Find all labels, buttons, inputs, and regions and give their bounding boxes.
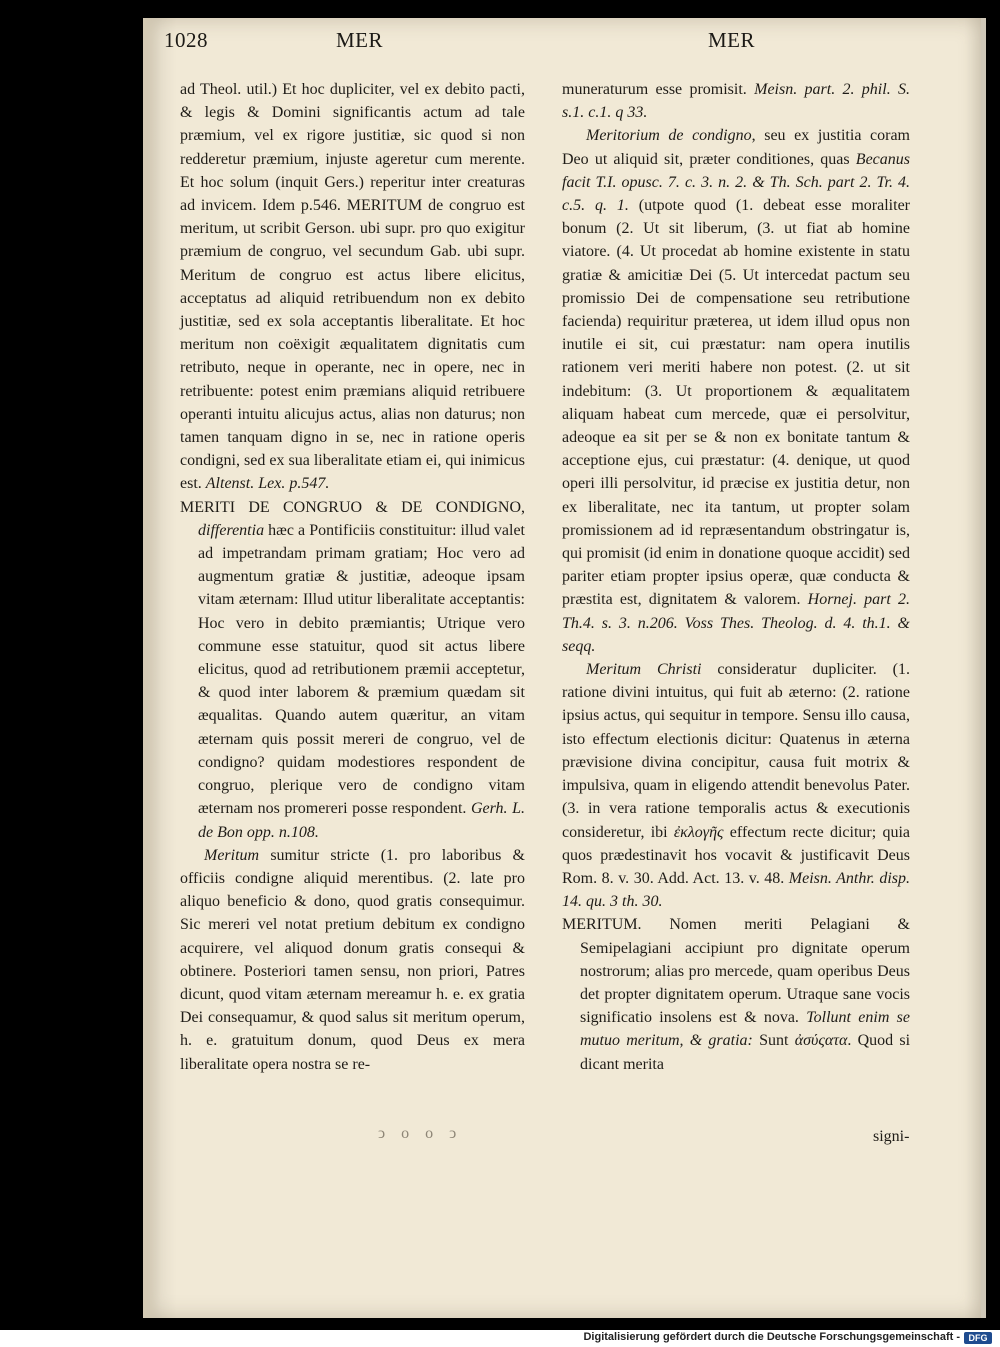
digitization-credit: Digitalisierung gefördert durch die Deutsche Forschungsgemeinschaft - xyxy=(583,1331,960,1343)
page-number: 1028 xyxy=(164,28,208,52)
left-column-paragraph: MERITI DE CONGRUO & DE CONDIGNO, differentia hæc a Pontificiis constituitur: illud valet ad impetrandam primam gratiam; Hoc vero ad augmentum gratiæ & justitiæ, adeoque ipsam vitam æternam: Illud utitur liberalitate acceptantis: Hoc vero in debito præmiantis; Utrique vero commune esse statuitur, quod sit actus libere elicitus, quod ad retributionem præmii acceptetur, & quod inter laborem & præmium quædam sit æqualitas. Quando autem quæritur, an vitam æternam quis possit mereri de congruo, vel de condigno? quidam modestiores respondent de congruo, plerique vero de condigno vitam æternam nos promereri posse respondent. Gerh. L. de Bon opp. n.108. xyxy=(180,498,526,841)
catchword: signi- xyxy=(873,1128,910,1145)
running-head-right: MER xyxy=(708,28,756,52)
right-text-column xyxy=(562,78,910,1076)
running-head-left: MER xyxy=(336,28,384,52)
left-column-paragraph: ad Theol. util.) Et hoc dupliciter, vel ex debito pacti, & legis & Domini significantis actum ad tale præmium, vel ex rigore justitiæ, sic quod si non redderetur præmium, injuste ageretur cum merente. Et hoc solum (inquit Gers.) reperitur inter creaturas ad invicem. Idem p.546. MERITUM de congruo est meritum, ut scribit Gerson. ubi supr. pro quo exigitur præmium de congruo, vel secundum Gab. ubi supr. Meritum de congruo est actus libere elicitus, acceptatus ad aliquid retribuendum non ex debito justitiæ, sed ex sola acceptantis liberalitate. Et hoc meritum non coëxigit æqualitatem dignitatis cum retributo, neque in operante, nec in opere, nec in retribuente: potest enim præmians aliquid retribuere operanti intuitu alicujus actus, alias non daturus; non tamen tanquam digno in se, nec in ratione operis condigni, sed ex sua liberalitate etiam ei, qui inimicus est. Altenst. Lex. p.547. xyxy=(180,81,525,493)
right-column-paragraph: muneraturum esse promisit. Meisn. part. 2. phil. S. s.1. c.1. q 33. xyxy=(562,81,910,122)
dfg-logo-icon: DFG xyxy=(964,1332,992,1344)
right-column-paragraph: Meritum Christi consideratur dupliciter. (1. ratione divini intuitus, qui fuit ab æterno: (2. ratione ipsius actus, qui sequitur in tempore. Sensu illo causa, isto effectum electionis dicitur: Quatenus in æterna prævisione divina concipitur, causa fuit motrix & impulsiva, quam in eligendo attendit benevolus Pater. (3. in vera ratione temporalis actus & executionis consideretur, ibi ἐκλογῆς effectum recte dicitur; quia quos prædestinavit hos vocavit & justificavit Deus Rom. 8. v. 30. Add. Act. 13. v. 48. Meisn. Anthr. disp. 14. qu. 3 th. 30. xyxy=(562,661,911,911)
left-text-column xyxy=(180,78,525,1076)
page-gutter-shadow xyxy=(143,18,161,1318)
right-column-paragraph: Meritorium de condigno, seu ex justitia coram Deo ut aliquid sit, præter conditiones, quas Becanus facit T.I. opusc. 7. c. 3. n. 2. & Th. Sch. part 2. Tr. 4. c.5. q. 1. (utpote quod (1. debeat esse moraliter bonum (2. Ut sit liberum, (3. ut fiat ab homine viatore. (4. Ut procedat ab homine existente in statu gratiæ & amicitiæ Dei (5. Ut intercedat pactum seu promissio Dei de compensatione seu retributione facienda) requiritur præterea, ut idem illud opus non inutile ei sit, cui præstatur: nam opera inutilis rationem veri meriti habere non potest. (2. ut sit indebitum: (3. Ut proportionem & æqualitatem aliquam habeat cum mercede, quæ ei persolvitur, adeoque ea sit per se & non ex bonitate tantum & acceptione ejus, cui præstatur: (4. denique, ut quod operi illi persolvitur, id præcise ex justitia detur, non ex liberalitate, nec ita tantum, ut propter solam promissionem ad id repræsentandum obstringatur is, qui promisit (id enim in donatione quoque accidit) sed pariter etiam propter ipsius operæ, quæ conducta & præstita est, dignitatem & valorem. Hornej. part 2. Th.4. s. 3. n.206. Voss Thes. Theolog. d. 4. th.1. & seqq. xyxy=(562,127,911,655)
right-column-paragraph: MERITUM. Nomen meriti Pelagiani & Semipelagiani accipiunt pro dignitate operum nostrorum; alias pro mercede, quam operibus Deus det propter dignitatem operum. Utraque sane vocis significatio insolens est & nova. Tollunt enim se mutuo meritum, & gratia: Sunt ἀσύςατα. Quod si dicant merita xyxy=(562,916,911,1073)
page-edge xyxy=(981,18,986,1318)
print-ornament: ↄ o o ↄ xyxy=(378,1125,463,1142)
left-column-paragraph: Meritum sumitur stricte (1. pro laboribus & officiis condigne aliquid merentibus. (2. late pro aliquo beneficio & dono, quod gratis consequimur. Sic mereri vel notat pretium debitum ex condigno acquirere, vel aliquod donum gratis consequi & obtinere. Posteriori tamen sensu, non priori, Patres dicunt, quod vitam æternam mereamur h. e. ex gratia Dei consequamur, & quod salus sit meritum operum, h. e. gratuitum donum, quod Deus ex mera liberalitate opera nostra se re- xyxy=(180,846,525,1073)
